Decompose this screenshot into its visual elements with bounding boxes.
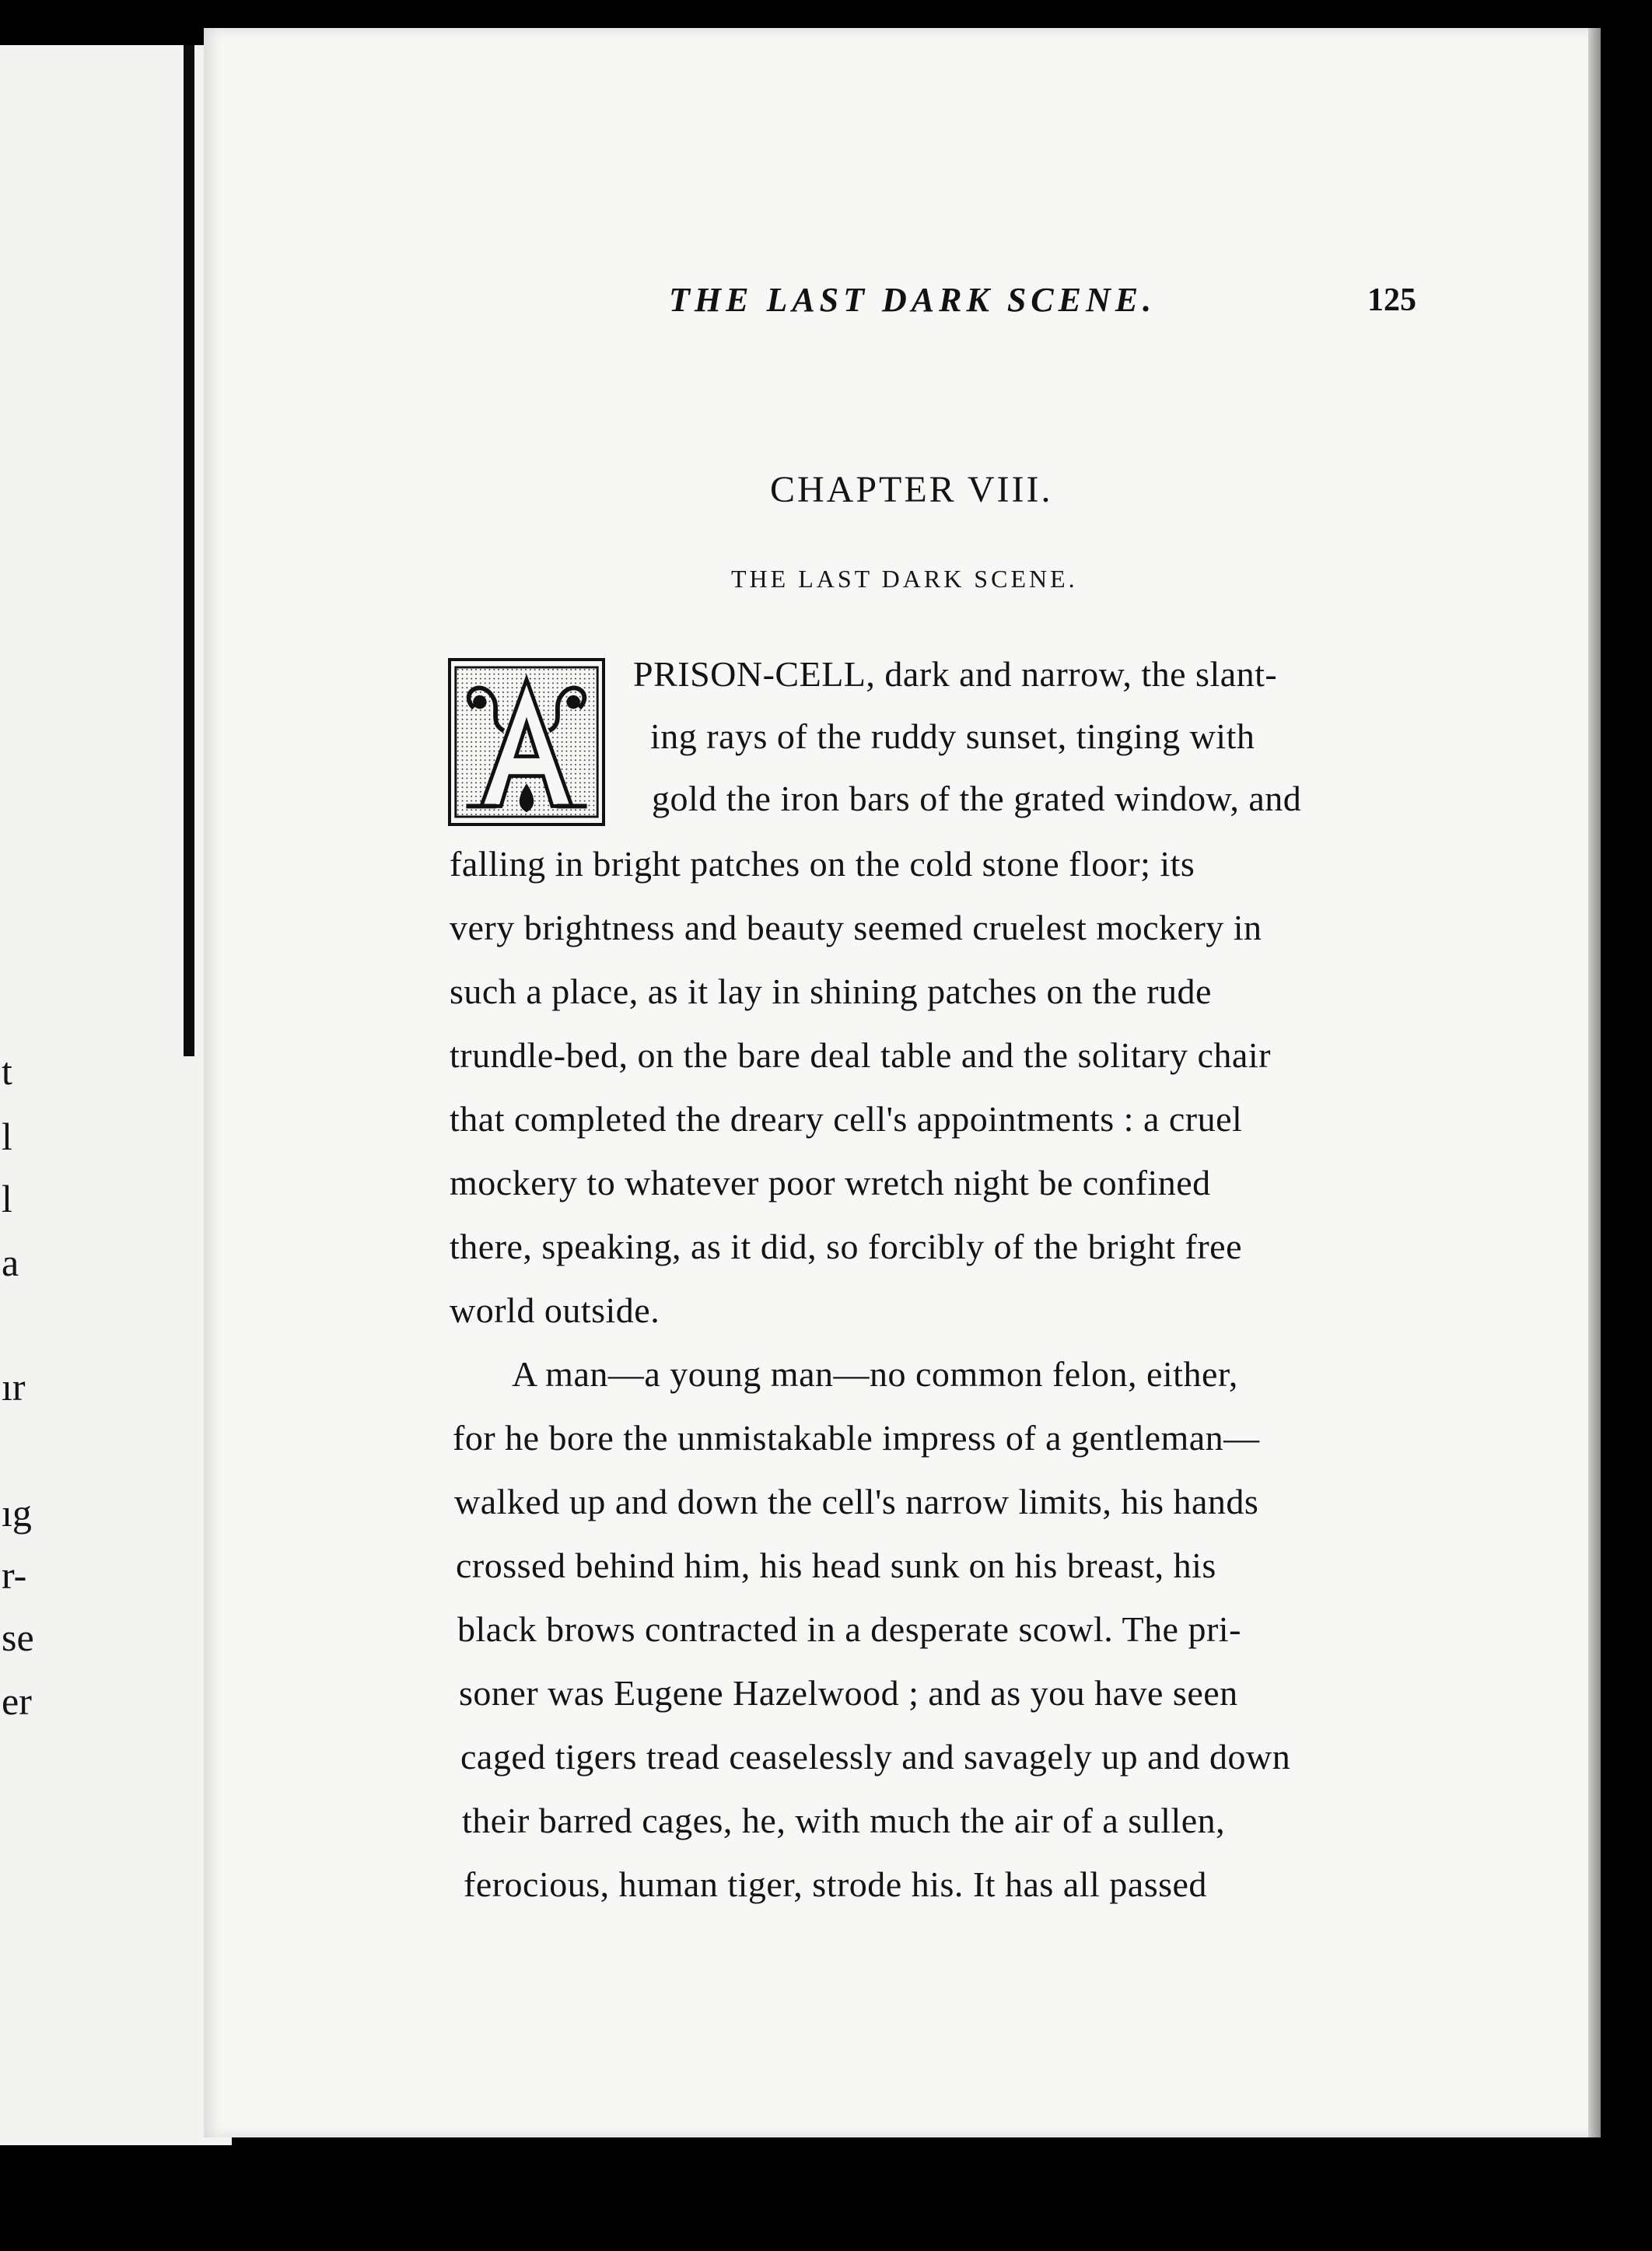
left-page-fragment: ıg bbox=[2, 1491, 32, 1535]
page-number: 125 bbox=[1367, 282, 1416, 318]
body-line: that completed the dreary cell's appointments : a cruel bbox=[450, 1099, 1243, 1139]
book-gutter bbox=[184, 45, 194, 1056]
left-page-fragment: se bbox=[2, 1616, 34, 1659]
left-page-fragment: er bbox=[2, 1679, 32, 1723]
body-line: world outside. bbox=[450, 1290, 660, 1330]
body-line: black brows contracted in a desperate scowl. The pri- bbox=[457, 1609, 1241, 1649]
left-page-fragment: l bbox=[2, 1115, 12, 1158]
body-line: crossed behind him, his head sunk on his breast, his bbox=[456, 1546, 1216, 1585]
body-line: such a place, as it lay in shining patches on the rude bbox=[450, 971, 1212, 1011]
left-facing-page bbox=[0, 45, 232, 2145]
chapter-subtitle: THE LAST DARK SCENE. bbox=[731, 565, 1078, 593]
left-page-fragment: r- bbox=[2, 1553, 27, 1597]
body-line: gold the iron bars of the grated window, and bbox=[652, 779, 1302, 818]
left-page-fragment: a bbox=[2, 1241, 19, 1284]
body-line: for he bore the unmistakable impress of a gentleman— bbox=[453, 1418, 1260, 1458]
ornamental-drop-cap-icon bbox=[448, 658, 605, 826]
body-line: their barred cages, he, with much the air of a sullen, bbox=[462, 1801, 1226, 1840]
left-page-fragment: t bbox=[2, 1049, 12, 1093]
running-title: THE LAST DARK SCENE. bbox=[669, 281, 1157, 319]
chapter-heading: CHAPTER VIII. bbox=[770, 469, 1053, 510]
body-line: trundle-bed, on the bare deal table and the solitary chair bbox=[450, 1035, 1271, 1075]
body-line: caged tigers tread ceaselessly and savagely up and down bbox=[460, 1737, 1291, 1777]
body-line: there, speaking, as it did, so forcibly of the bright free bbox=[450, 1227, 1242, 1266]
body-line: soner was Eugene Hazelwood ; and as you have seen bbox=[459, 1673, 1238, 1713]
body-line: ing rays of the ruddy sunset, tinging with bbox=[650, 716, 1255, 756]
body-line: very brightness and beauty seemed cruelest mockery in bbox=[450, 908, 1262, 947]
left-page-fragment: l bbox=[2, 1177, 12, 1220]
body-line: walked up and down the cell's narrow limits, his hands bbox=[454, 1482, 1259, 1521]
body-line: PRISON-CELL, dark and narrow, the slant- bbox=[633, 654, 1278, 694]
body-line: mockery to whatever poor wretch night be confined bbox=[450, 1163, 1211, 1203]
page-edge bbox=[1588, 28, 1601, 2137]
body-line: falling in bright patches on the cold stone floor; its bbox=[450, 844, 1195, 884]
left-page-fragment: ır bbox=[2, 1365, 26, 1409]
body-line: ferocious, human tiger, strode his. It has all passed bbox=[464, 1864, 1207, 1904]
body-line: A man—a young man—no common felon, either, bbox=[512, 1354, 1238, 1394]
